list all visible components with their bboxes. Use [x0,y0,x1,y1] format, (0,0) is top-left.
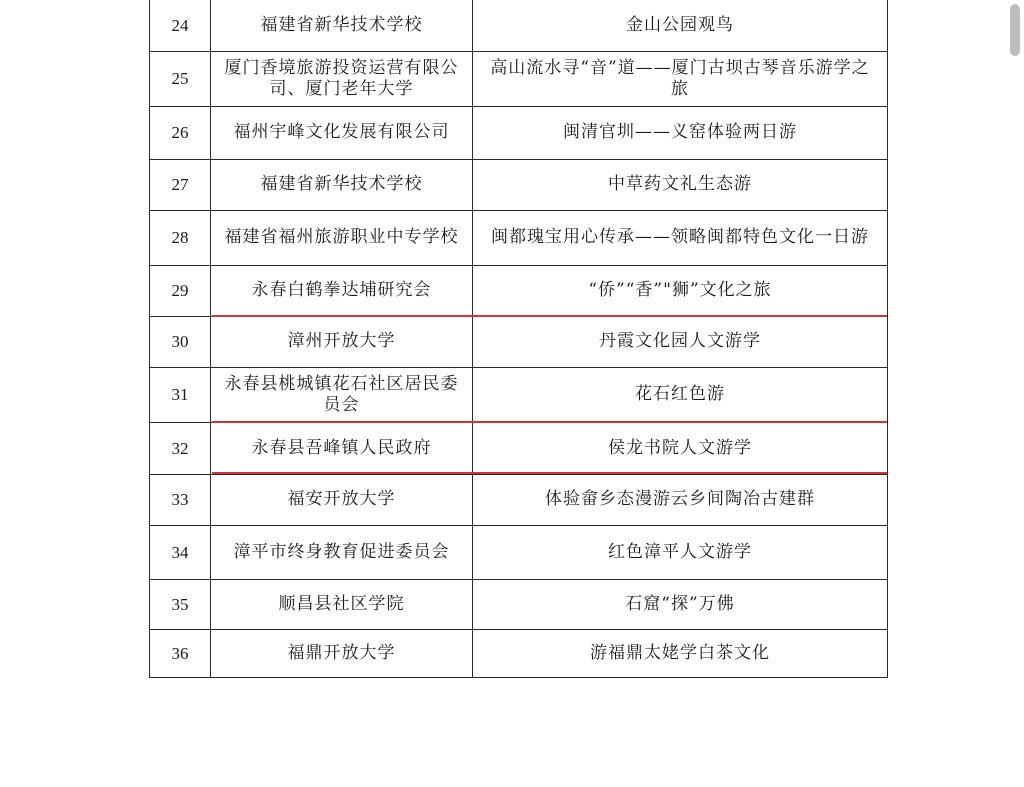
project-cell: 闽清官圳——义窑体验两日游 [473,106,888,159]
scrollbar-thumb[interactable] [1010,4,1020,56]
table-row [150,51,888,106]
row-number: 27 [150,159,211,210]
table-row [150,474,888,525]
row-number: 31 [150,367,211,422]
organization-cell: 福建省福州旅游职业中专学校 [211,210,473,265]
row-number: 30 [150,316,211,367]
project-cell: 高山流水寻“音”道——厦门古坝古琴音乐游学之旅 [473,51,888,106]
row-number: 26 [150,106,211,159]
row-number: 36 [150,629,211,677]
project-cell: 体验畲乡态漫游云乡间陶冶古建群 [473,474,888,525]
project-cell: 金山公园观鸟 [473,0,888,51]
row-number: 33 [150,474,211,525]
organization-cell: 永春县桃城镇花石社区居民委员会 [211,367,473,422]
table-row [150,210,888,265]
highlight-line [212,315,887,317]
highlight-line [212,421,887,423]
organization-cell: 福建省新华技术学校 [211,0,473,51]
table-row [150,579,888,629]
project-cell: 中草药文礼生态游 [473,159,888,210]
row-number: 28 [150,210,211,265]
organization-cell: 顺昌县社区学院 [211,579,473,629]
table-row [150,159,888,210]
row-number: 29 [150,265,211,316]
table-row [150,629,888,677]
row-number: 34 [150,525,211,579]
organization-cell: 福建省新华技术学校 [211,159,473,210]
project-cell: 石窟“探”万佛 [473,579,888,629]
row-number: 32 [150,422,211,474]
organization-cell: 厦门香境旅游投资运营有限公司、厦门老年大学 [211,51,473,106]
row-number: 25 [150,51,211,106]
project-cell: 花石红色游 [473,367,888,422]
table-row [150,525,888,579]
table-row [150,265,888,316]
table-row [150,316,888,367]
highlight-line [212,472,887,474]
project-cell: 侯龙书院人文游学 [473,422,888,474]
organization-cell: 永春县吾峰镇人民政府 [211,422,473,474]
row-number: 24 [150,0,211,51]
organization-cell: 福州宇峰文化发展有限公司 [211,106,473,159]
project-cell: 闽都瑰宝用心传承——领略闽都特色文化一日游 [473,210,888,265]
table-row [150,422,888,474]
activity-table [149,0,888,678]
table-row [150,367,888,422]
organization-cell: 福安开放大学 [211,474,473,525]
organization-cell: 漳州开放大学 [211,316,473,367]
organization-cell: 漳平市终身教育促进委员会 [211,525,473,579]
organization-cell: 福鼎开放大学 [211,629,473,677]
project-cell: 红色漳平人文游学 [473,525,888,579]
table-row [150,0,888,51]
project-cell: “侨”“香”"狮”文化之旅 [473,265,888,316]
project-cell: 游福鼎太姥学白茶文化 [473,629,888,677]
table-row [150,106,888,159]
project-cell: 丹霞文化园人文游学 [473,316,888,367]
organization-cell: 永春白鹤拳达埔研究会 [211,265,473,316]
row-number: 35 [150,579,211,629]
